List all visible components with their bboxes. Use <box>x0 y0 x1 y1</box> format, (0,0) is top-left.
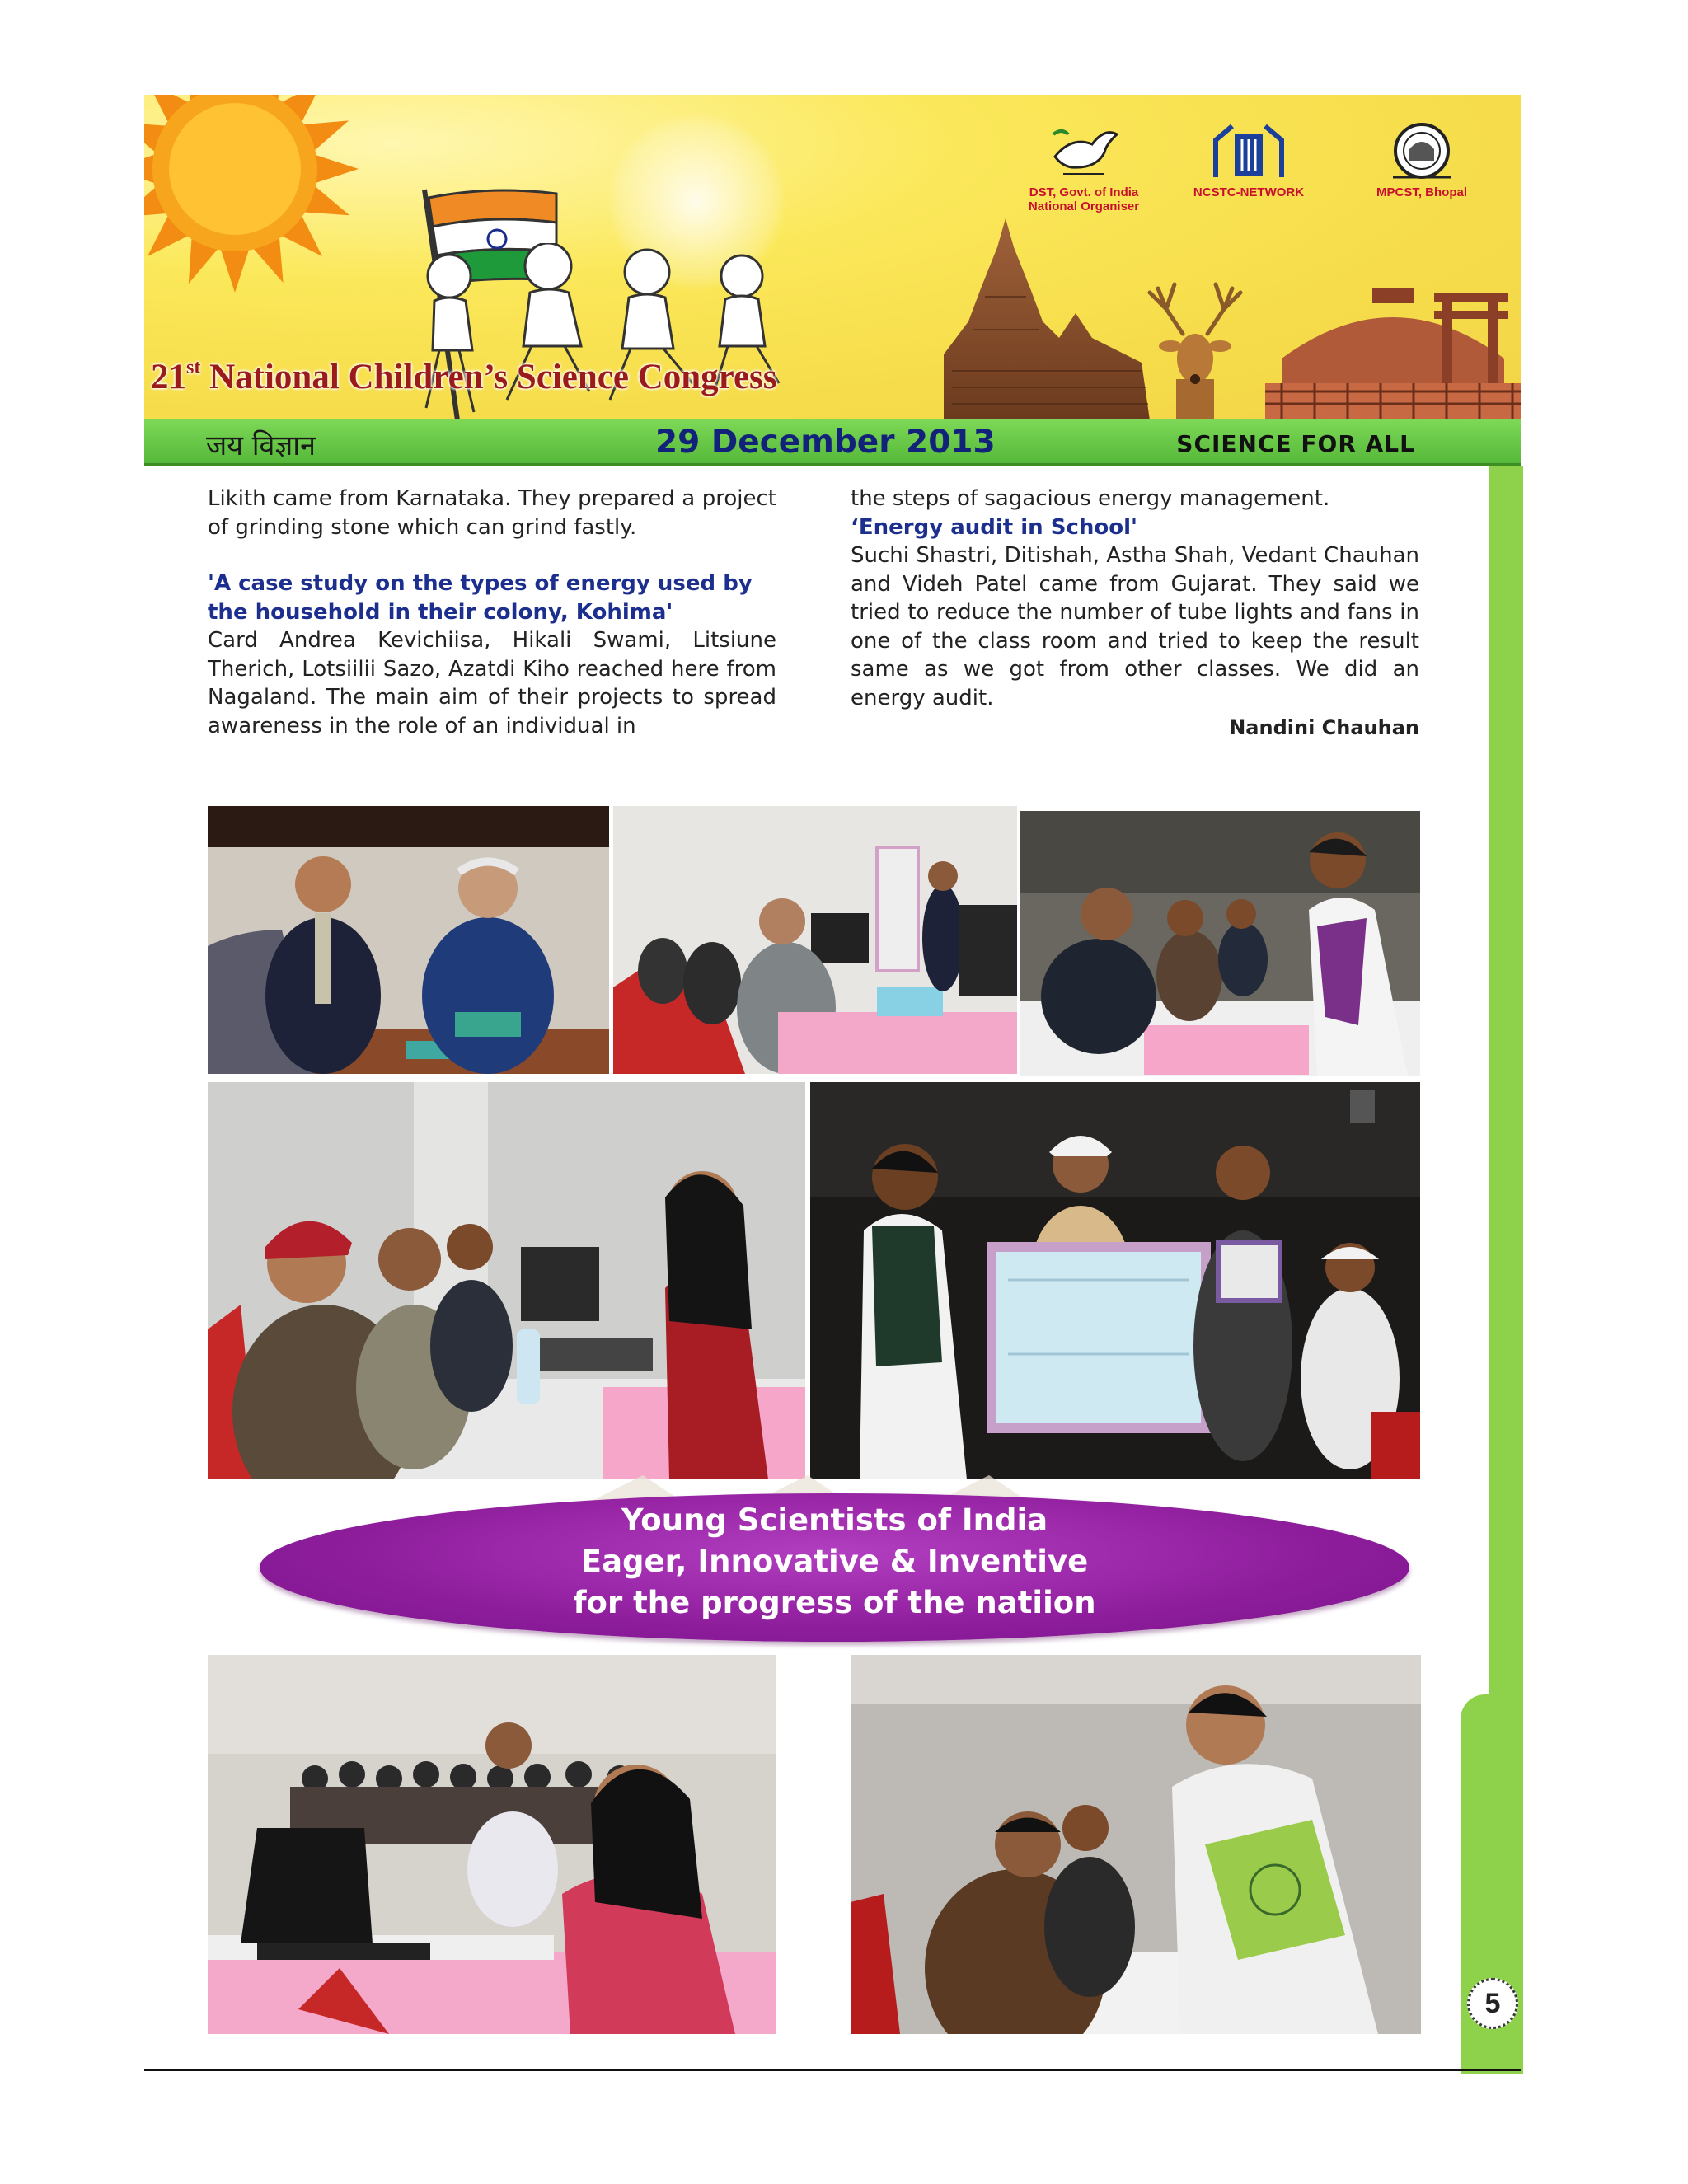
ncstc-logo <box>1175 120 1323 199</box>
jai-vigyan-label: जय विज्ञान <box>206 429 316 462</box>
title-ordinal: 21 <box>151 358 186 396</box>
banner-line-3: for the progress of the natiion <box>573 1585 1096 1620</box>
energy-audit-heading: ‘Energy audit in School' <box>851 514 1137 540</box>
title-ordinal-suffix: st <box>186 357 201 378</box>
organiser-logos <box>1010 120 1504 227</box>
header-banner <box>144 95 1521 420</box>
kohima-project-heading: 'A case study on the types of energy used by the household in their colony, Kohima' <box>208 571 753 625</box>
dove-icon <box>1047 120 1121 185</box>
sun-illustration <box>144 95 424 359</box>
issue-date: 29 December 2013 <box>655 424 996 461</box>
right-body-paragraph: Suchi Shastri, Ditishah, Astha Shah, Vedant Chauhan and Videh Patel came from Gujarat. They said we tried to reduce the number of tube lights and fans in one of the class room and tried to keep the result same as we got from other classes. We did an energy audit. <box>851 543 1419 710</box>
mpcst-caption: MPCST, Bhopal <box>1376 185 1467 199</box>
dst-caption-line2: National Organiser <box>1028 199 1140 213</box>
left-intro-paragraph: Likith came from Karnataka. They prepared a project of grinding stone which can grind fastly. <box>208 486 776 540</box>
photo-dignitaries-seated <box>208 806 609 1074</box>
ncstc-caption: NCSTC-NETWORK <box>1193 185 1305 199</box>
mpcst-logo <box>1348 120 1496 199</box>
dst-caption-line1: DST, Govt. of India <box>1029 185 1139 199</box>
right-green-bar <box>1489 466 1523 1694</box>
date-strip <box>144 419 1521 466</box>
temple-illustration <box>935 214 1158 420</box>
banner-line-2: Eager, Innovative & Inventive <box>580 1544 1089 1579</box>
sanchi-stupa-illustration <box>1265 260 1521 420</box>
ncstc-emblem-icon <box>1203 120 1294 185</box>
photo-student-showing-file <box>851 1655 1421 2034</box>
photo-student-explaining-to-judges <box>1020 811 1420 1076</box>
photo-judges-at-desk <box>613 806 1017 1074</box>
article-right-column <box>851 485 1419 743</box>
bottom-rule <box>144 2069 1521 2071</box>
young-scientists-banner-text <box>260 1500 1409 1624</box>
right-continued-text: the steps of sagacious energy management. <box>851 486 1330 511</box>
photo-judges-with-student-in-red <box>208 1082 805 1479</box>
dst-logo <box>1010 120 1158 213</box>
photo-student-with-laptop <box>208 1655 776 2034</box>
author-byline: Nandini Chauhan <box>1229 716 1419 739</box>
article-left-column <box>208 485 776 740</box>
congress-title <box>151 357 777 397</box>
science-for-all-label: SCIENCE FOR ALL <box>1176 430 1415 457</box>
mpcst-seal-icon <box>1385 120 1459 185</box>
deer-illustration <box>1133 276 1257 420</box>
title-text: National Children’s Science Congress <box>200 358 777 396</box>
page-number: 5 <box>1467 1978 1518 2029</box>
banner-line-1: Young Scientists of India <box>621 1502 1048 1538</box>
photo-students-presenting-chart <box>810 1082 1420 1479</box>
left-body-paragraph: Card Andrea Kevichiisa, Hikali Swami, Litsiune Therich, Lotsiilii Sazo, Azatdi Kiho reached here from Nagaland. The main aim of their projects to spread awareness in the role of an individual in <box>208 628 776 738</box>
